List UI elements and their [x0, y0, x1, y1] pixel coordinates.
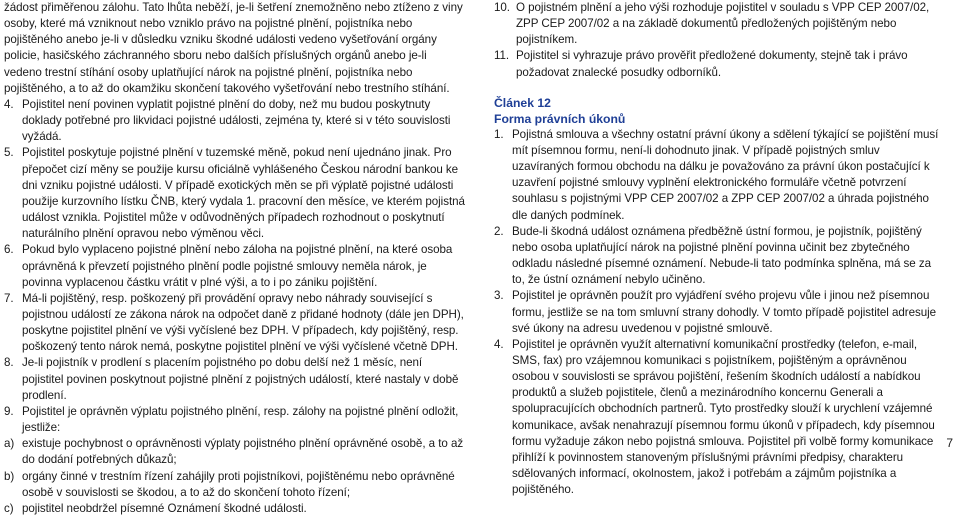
- right-column: [494, 0, 940, 498]
- list-item: 4. Pojistitel je oprávněn využít alternativní komunikační prostředky (telefon, e-mail, SMS, fax) pro vzájemnou komunikaci s pojistníkem, pojištěným a oprávněnou osobou v souvislosti se správou pojištění, řešením škodních událostí a nabídkou produktů a služeb pojistitele, členů a mezinárodního koncernu Generali a spolupracujících obchodních partnerů. Tyto prostředky slouží k urychlení vzájemné komunikace, avšak nenahrazují písemnou formu úkonů v případech, kdy písemnou formu vyžaduje zákon nebo pojistná smlouva. Pojistitel při volbě formy komunikace přihlíží k povinnostem stanoveným příslušnými právními předpisy, charakteru sdělovaných informací, okolnostem, jakož i potřebám a zájmům pojistníka a pojištěného.: [494, 337, 935, 497]
- numbered-list-right: [494, 127, 940, 499]
- list-item: 10. O pojistném plnění a jeho výši rozhoduje pojistitel v souladu s VPP CEP 2007/02, ZPP CEP 2007/02 a na základě dokumentů předložených pojištěným nebo pojistníkem.: [494, 1, 930, 47]
- numbered-list-right-top: [494, 0, 940, 81]
- page-number: 7: [946, 436, 953, 450]
- sub-list-item: c) pojistitel neobdržel písemné Oznámení škodné události.: [4, 501, 307, 515]
- list-item: 7. Má-li pojištěný, resp. poškozený při provádění opravy nebo náhrady související s pojistnou událostí ze zákona nárok na odpočet daně z přidané hodnoty (dále jen DPH), poskytne pojistitel plnění ve výši vyčíslené bez DPH. V případech, kdy pojištěný, resp. poškozený tento nárok nemá, poskytne pojistitel plnění ve výši vyčíslené včetně DPH.: [4, 291, 464, 354]
- section-gap: [494, 81, 940, 95]
- list-item: 9. Pojistitel je oprávněn výplatu pojistného plnění, resp. zálohy na pojistné plnění odložit, jestliže: a) existuje pochybnost o oprávněnosti výplaty pojistného plnění oprávněné osobě, a to až do dodání potřebných důkazů; b) orgány činné v trestním řízení zahájily proti pojistníkovi, pojištěnému nebo oprávněné osobě v souvislosti se škodou, a to až do skončení tohoto řízení; c) pojistitel neobdržel písemné Oznámení škodné události.: [4, 404, 466, 517]
- list-item: 8. Je-li pojistník v prodlení s placením pojistného po dobu delší než 1 měsíc, není pojistitel povinen poskytnout pojistné plnění z pojistných událostí, které nastaly v době prodlení.: [4, 356, 459, 402]
- list-item: 3. Pojistitel je oprávněn použít pro vyjádření svého projevu vůle i jinou než písemnou formu, jestliže se na tom smluvní strany dohodly. V tomto případě pojistitel adresuje své úkony na adresu uvedenou v pojistné smlouvě.: [494, 289, 937, 335]
- list-item: 6. Pokud bylo vyplaceno pojistné plnění nebo záloha na pojistné plnění, na které osoba oprávněná k převzetí pojistného plnění podle pojistné smlouvy neměla nárok, je povinna vyplacenou částku vrátit v plné výši, a to i po zániku pojištění.: [4, 243, 453, 289]
- list-item: 2. Bude-li škodná událost oznámena předběžně ústní formou, je pojistník, pojištěný nebo osoba uplatňující nárok na pojistné plnění povinna učinit bez zbytečného odkladu následné písemné oznámení. Nebude-li tato podmínka splněna, má se za to, že ústní oznámení nebylo učiněno.: [494, 224, 931, 287]
- list-item: 1. Pojistná smlouva a všechny ostatní právní úkony a sdělení týkající se pojištění musí mít písemnou formu, není-li dohodnuto jinak. V případě pojistných smluv uzavíraných formou obchodu na dálku je považováno za právní úkon postačující k uzavření pojistné smlouvy vyplnění elektronického formuláře včetně potvrzení souhlasu s pojistnými VPP CEP 2007/02 a ZPP CEP 2007/02 a úhrada pojistného dle daných podmínek.: [494, 127, 939, 222]
- sub-list-item: a) existuje pochybnost o oprávněnosti výplaty pojistného plnění oprávněné osobě, a to až do dodání potřebných důkazů;: [4, 437, 464, 467]
- paragraph-continuation: žádost přiměřenou zálohu. Tato lhůta neběží, je-li šetření znemožněno nebo ztíženo z viny osoby, které má vzniknout nebo vzniklo právo na pojistné plnění, pojistníka nebo pojištěného anebo je-li v důsledku vzniku škodné události vedeno vyšetřování orgány policie, hasičského záchranného sboru nebo dalších příslušných orgánů anebo je-li vedeno trestní stíhání osoby uplatňující nárok na pojistné plnění, pojistníka nebo pojištěného, a to až do okamžiku skončení takového vyšetřování nebo trestního stíhání.: [4, 1, 463, 95]
- article-title: Článek 12: [494, 95, 551, 110]
- left-column: [4, 0, 466, 517]
- article-subtitle: Forma právních úkonů: [494, 111, 626, 126]
- list-item: 4. Pojistitel není povinen vyplatit pojistné plnění do doby, než mu budou poskytnuty doklady potřebné pro likvidaci pojistné události, zejména ty, které si v této souvislosti vyžádá.: [4, 97, 451, 144]
- numbered-list-left: [4, 97, 466, 517]
- list-item: 5. Pojistitel poskytuje pojistné plnění v tuzemské měně, pokud není ujednáno jinak. Pro přepočet cizí měny se použije kursu oficiálně vyhlášeného Českou národní bankou ke dni vzniku pojistné události. V případě exotických měn se při výplatě pojistné události použije kurzovního lístku ČNB, který vydala 1. pracovní den měsíce, ve kterém pojistná událost vznikla. Pojistitel může v odůvodněných případech rozhodnout o poskytnutí naturálního plnění opravou nebo výměnou věci.: [4, 146, 465, 241]
- sub-list-item: b) orgány činné v trestním řízení zahájily proti pojistníkovi, pojištěnému nebo oprávněné osobě v souvislosti se škodou, a to až do skončení tohoto řízení;: [4, 469, 455, 499]
- sub-list: [4, 436, 466, 517]
- list-item: 11. Pojistitel si vyhrazuje právo prověřit předložené dokumenty, stejně tak i právo požadovat znalecké posudky odborníků.: [494, 49, 908, 79]
